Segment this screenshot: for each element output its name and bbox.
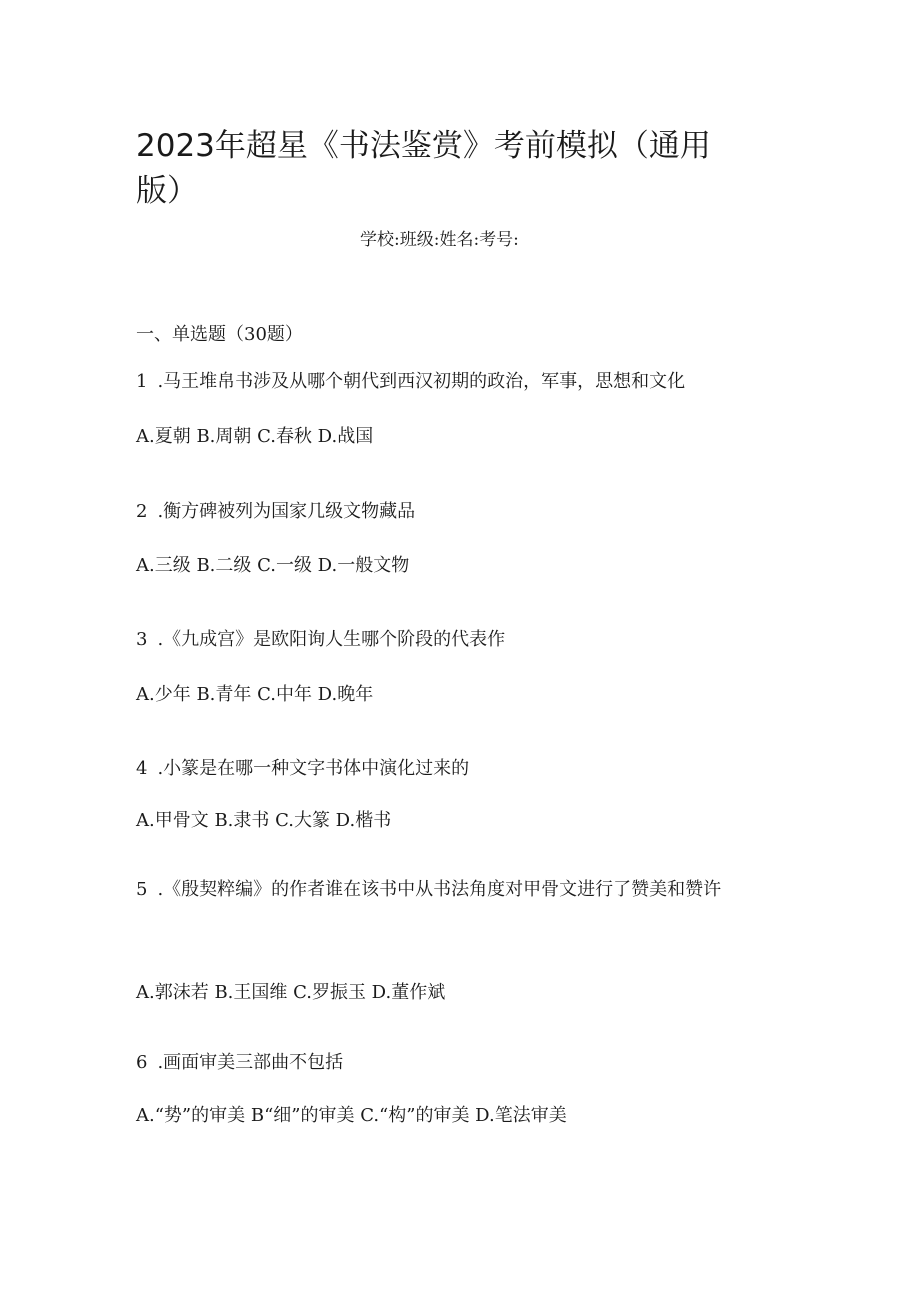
question-6	[136, 1037, 786, 1089]
question-number: 6	[136, 1052, 148, 1073]
question-text	[136, 864, 786, 916]
question-number: 4	[136, 758, 148, 779]
document-title: 2023年超星《书法鉴赏》考前模拟（通用版）	[136, 128, 711, 209]
question-number: 1	[136, 371, 148, 392]
question-6-options: A.“势”的审美 B“细”的审美 C.“构”的审美 D.笔法审美	[136, 1105, 567, 1126]
question-stem: .马王堆帛书涉及从哪个朝代到西汉初期的政治，军事，思想和文化	[157, 371, 686, 392]
question-number: 3	[136, 629, 148, 650]
section-heading: 一、单选题（30题）	[136, 324, 303, 345]
question-5	[136, 864, 786, 916]
question-text	[136, 486, 786, 538]
question-text	[136, 356, 786, 408]
question-number: 5	[136, 879, 148, 900]
question-1	[136, 356, 786, 408]
question-stem: .《殷契粹编》的作者谁在该书中从书法角度对甲骨文进行了赞美和赞许	[157, 879, 722, 900]
question-text	[136, 614, 786, 666]
question-2	[136, 486, 786, 538]
question-5-options: A.郭沫若 B.王国维 C.罗振玉 D.董作斌	[136, 982, 446, 1003]
question-stem: .衡方碑被列为国家几级文物藏品	[157, 501, 416, 522]
question-number: 2	[136, 501, 148, 522]
question-text	[136, 743, 786, 795]
question-3-options: A.少年 B.青年 C.中年 D.晚年	[136, 684, 374, 705]
question-text	[136, 1037, 786, 1089]
question-4	[136, 743, 786, 795]
question-stem: .小篆是在哪一种文字书体中演化过来的	[157, 758, 470, 779]
question-1-options: A.夏朝 B.周朝 C.春秋 D.战国	[136, 426, 374, 447]
question-stem: .《九成宫》是欧阳询人生哪个阶段的代表作	[157, 629, 506, 650]
question-4-options: A.甲骨文 B.隶书 C.大篆 D.楷书	[136, 810, 392, 831]
question-3	[136, 614, 786, 666]
question-2-options: A.三级 B.二级 C.一级 D.一般文物	[136, 555, 410, 576]
student-info-line: 学校:班级:姓名:考号:	[360, 230, 519, 250]
question-stem: .画面审美三部曲不包括	[157, 1052, 344, 1073]
